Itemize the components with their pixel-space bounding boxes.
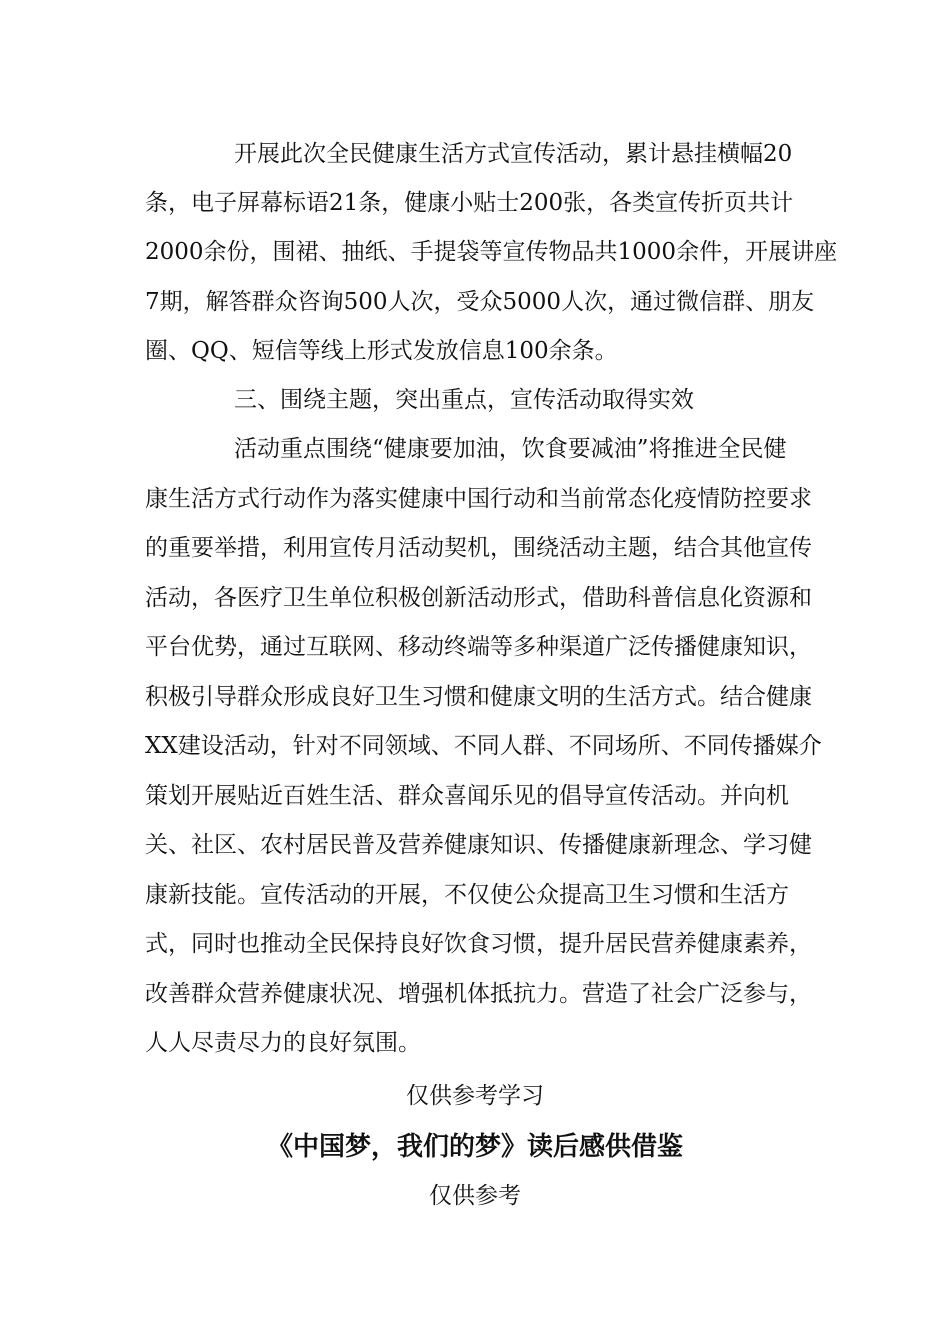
paragraph2-line-5: 平台优势，通过互联网、移动终端等多种渠道广泛传播健康知识， bbox=[145, 634, 812, 660]
paragraph2-line-10: 康新技能。宣传活动的开展，不仅使公众提高卫生习惯和生活方 bbox=[145, 882, 789, 908]
paragraph2-line-8: 策划开展贴近百姓生活、群众喜闻乐见的倡导宣传活动。并向机 bbox=[145, 783, 789, 809]
book-title: 《中国梦，我们的梦》读后感供借鉴 bbox=[266, 1132, 683, 1162]
reference-note: 仅供参考 bbox=[429, 1183, 521, 1209]
paragraph1-line-2: 条，电子屏幕标语21条，健康小贴士200张，各类宣传折页共计 bbox=[145, 190, 794, 216]
paragraph2-line-9: 关、社区、农村居民普及营养健康知识、传播健康新理念、学习健 bbox=[145, 832, 812, 858]
paragraph2-line-1: 活动重点围绕“健康要加油，饮食要减油”将推进全民健 bbox=[234, 436, 787, 462]
paragraph2-line-12: 改善群众营养健康状况、增强机体抵抗力。营造了社会广泛参与， bbox=[145, 981, 812, 1007]
paragraph2-line-3: 的重要举措，利用宣传月活动契机，围绕活动主题，结合其他宣传 bbox=[145, 535, 812, 561]
study-note: 仅供参考学习 bbox=[406, 1083, 544, 1109]
paragraph2-line-13: 人人尽责尽力的良好氛围。 bbox=[145, 1030, 421, 1056]
paragraph2-line-11: 式，同时也推动全民保持良好饮食习惯，提升居民营养健康素养， bbox=[145, 931, 812, 957]
paragraph2-line-4: 活动，各医疗卫生单位积极创新活动形式，借助科普信息化资源和 bbox=[145, 585, 812, 611]
paragraph2-line-6: 积极引导群众形成良好卫生习惯和健康文明的生活方式。结合健康 bbox=[145, 684, 812, 710]
paragraph1-line-5: 圈、QQ、短信等线上形式发放信息100余条。 bbox=[145, 338, 618, 364]
paragraph2-line-2: 康生活方式行动作为落实健康中国行动和当前常态化疫情防控要求 bbox=[145, 486, 812, 512]
paragraph1-line-3: 2000余份，围裙、抽纸、手提袋等宣传物品共1000余件，开展讲座 bbox=[145, 239, 838, 265]
paragraph1-line-4: 7期，解答群众咨询500人次，受众5000人次，通过微信群、朋友 bbox=[145, 289, 815, 315]
section-heading: 三、围绕主题，突出重点，宣传活动取得实效 bbox=[234, 387, 694, 413]
paragraph2-line-7: XX建设活动，针对不同领域、不同人群、不同场所、不同传播媒介 bbox=[145, 733, 822, 759]
paragraph1-line-1: 开展此次全民健康生活方式宣传活动，累计悬挂横幅20 bbox=[234, 141, 793, 167]
